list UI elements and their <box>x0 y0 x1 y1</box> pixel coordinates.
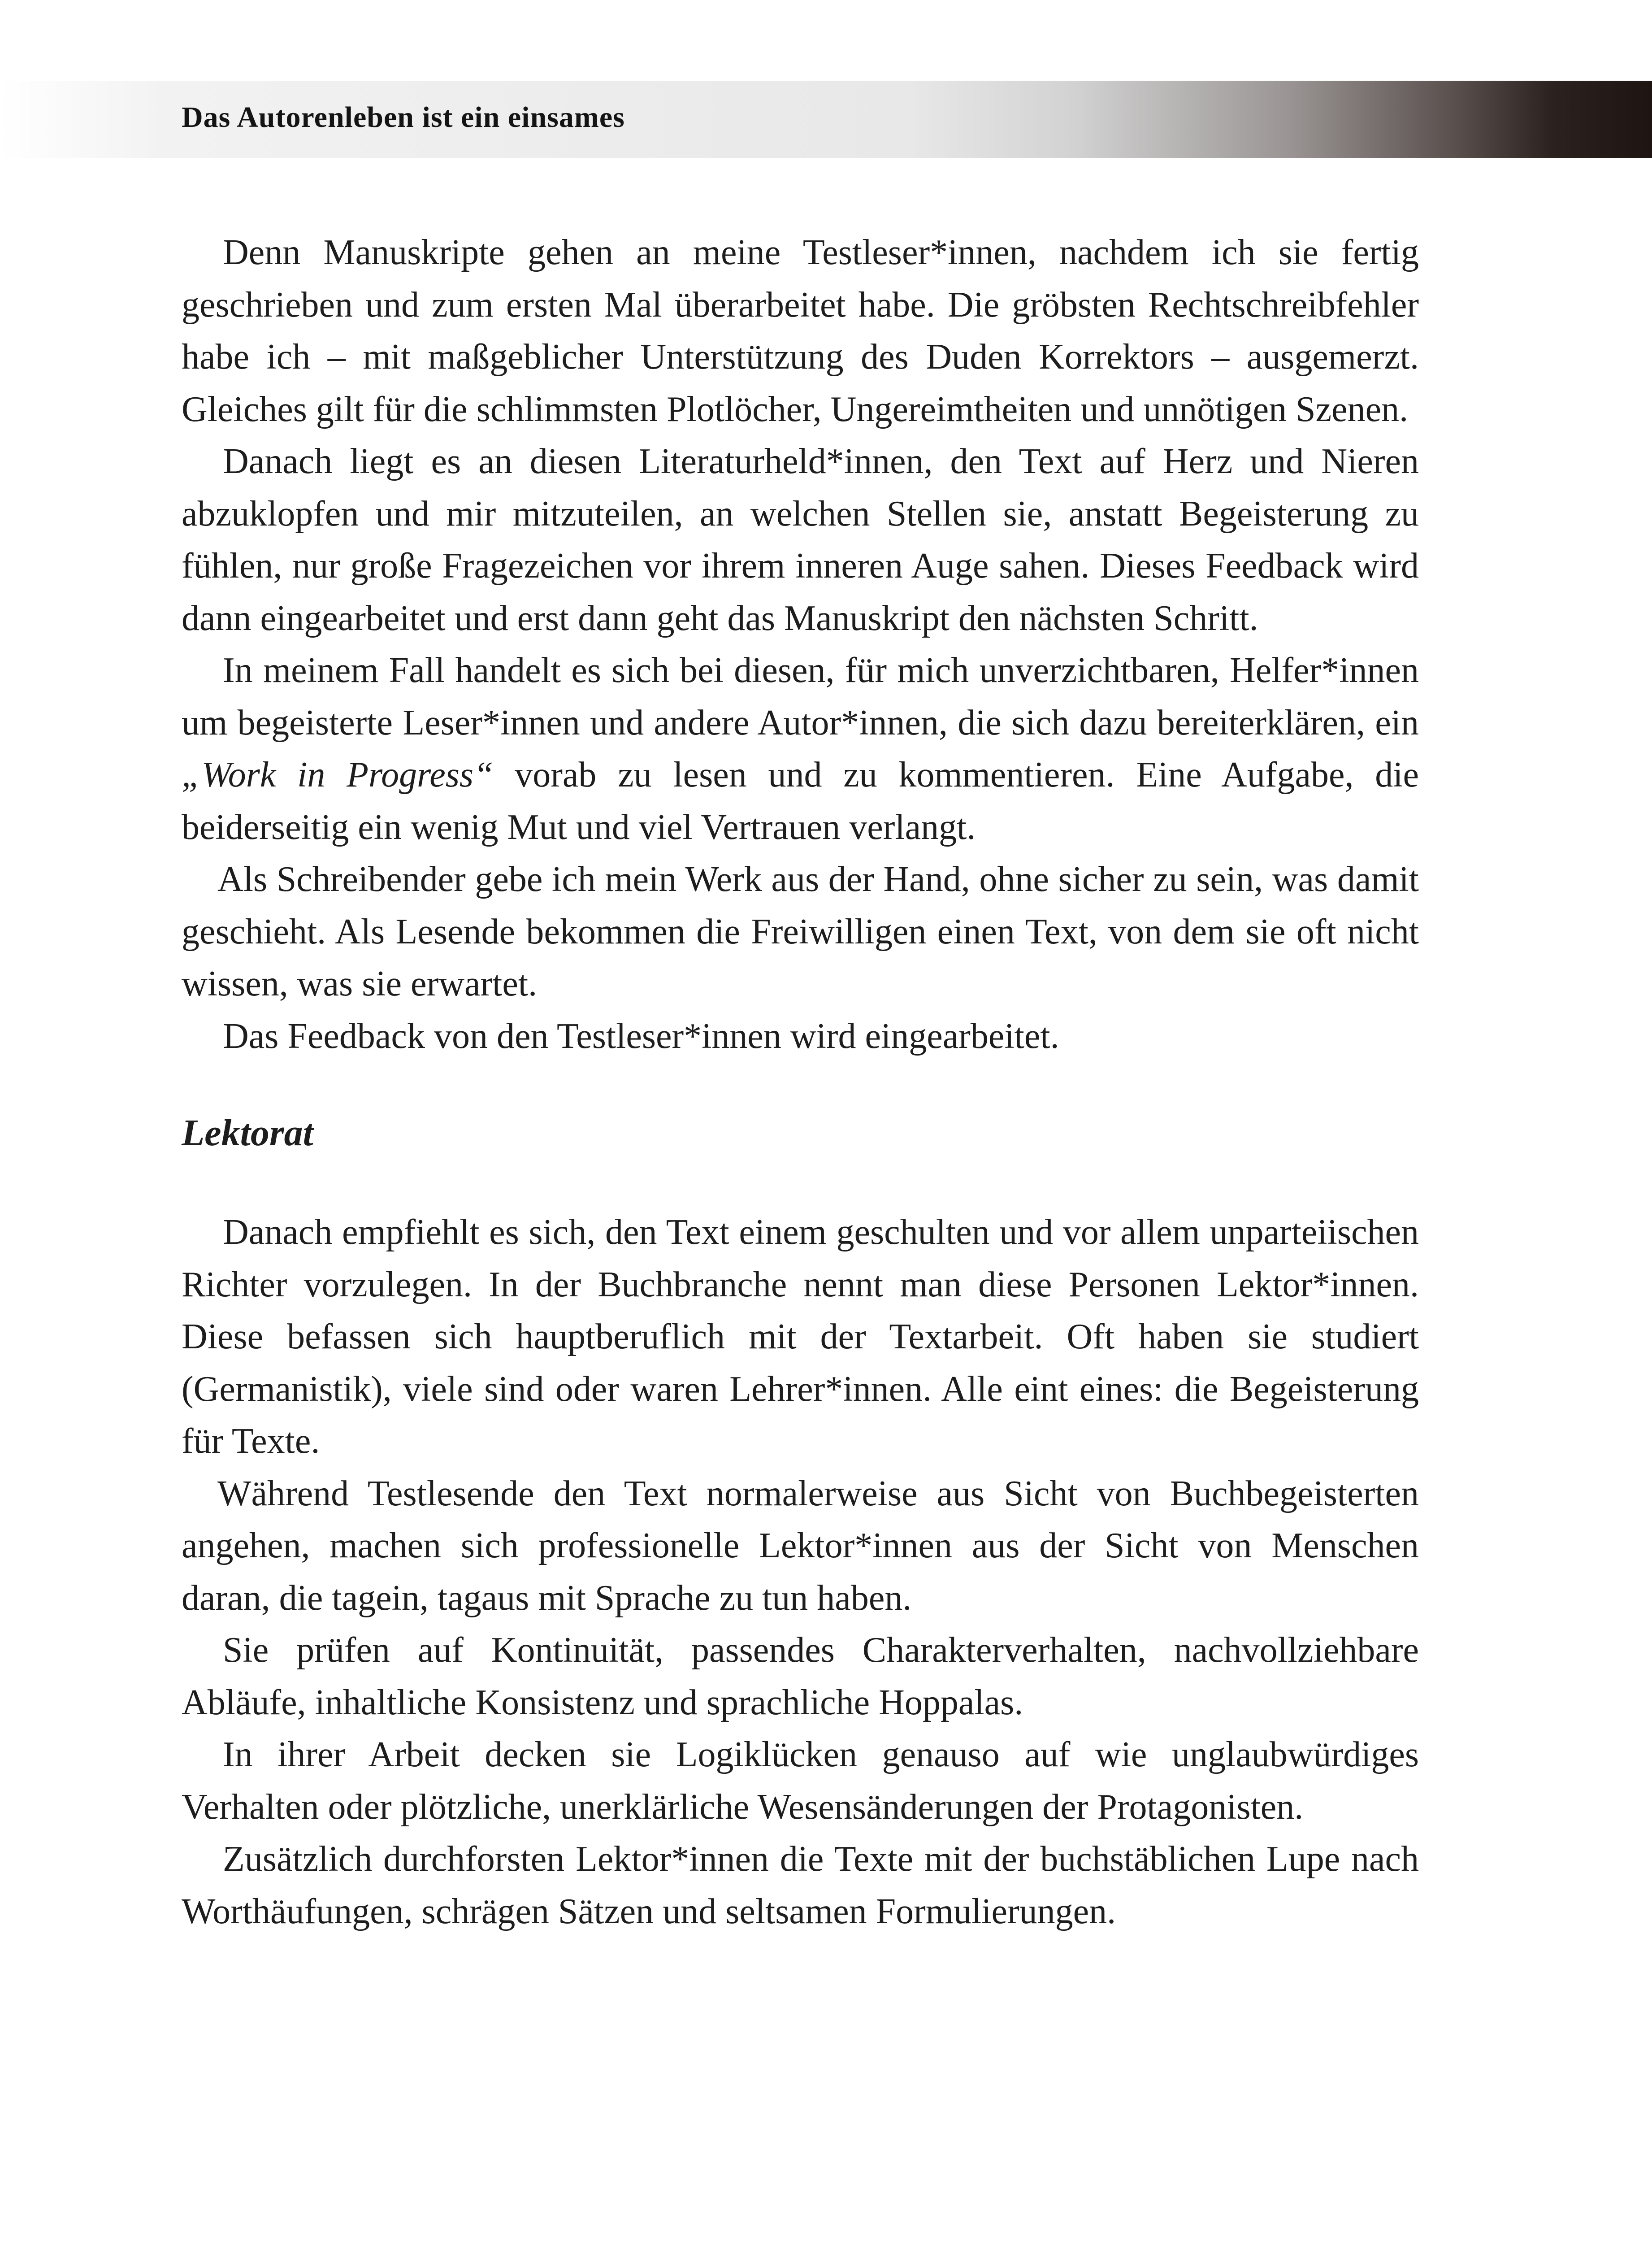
paragraph-kontinuitaet: Sie prüfen auf Kontinuität, passendes Charakterverhalten, nachvollziehbare Abläufe, inhaltliche Konsistenz und sprachliche Hoppalas. <box>182 1630 1419 1722</box>
paragraph-literaturhelden: Danach liegt es an diesen Literaturheld*innen, den Text auf Herz und Nieren abzuklopfen und mir mitzuteilen, an welchen Stellen sie, anstatt Begeisterung zu fühlen, nur große Fragezeichen vor ihrem inneren Auge sahen. Dieses Feedback wird dann eingearbeitet und erst dann geht das Manuskript den nächsten Schritt. <box>182 442 1419 638</box>
paragraph-feedback: Das Feedback von den Testleser*innen wird eingearbeitet. <box>223 1016 1059 1056</box>
running-header <box>0 81 1652 158</box>
paragraph-helferinnen <box>182 644 1419 853</box>
paragraph-lektorinnen: Danach empfiehlt es sich, den Text einem geschulten und vor allem unparteiischen Richter vorzulegen. In der Buchbranche nennt man diese Personen Lektor*innen. Diese befassen sich hauptberuflich mit der Textarbeit. Oft haben sie studiert (Germanistik), viele sind oder waren Lehrer*innen. Alle eint eines: die Begeisterung für Texte. <box>182 1212 1419 1461</box>
paragraph-testlesende: Während Testlesende den Text normalerweise aus Sicht von Buchbegeisterten angehen, machen sich professionelle Lektor*innen aus der Sicht von Menschen daran, die tagein, tagaus mit Sprache zu tun haben. <box>182 1473 1419 1618</box>
paragraph-helferinnen-start: In meinem Fall handelt es sich bei diesen, für mich unverzichtbaren, Helfer*innen um begeisterte Leser*innen und andere Autor*innen, die sich dazu bereiterklären, ein <box>182 651 1419 743</box>
paragraph-worthaeufungen: Zusätzlich durchforsten Lektor*innen die Texte mit der buchstäblichen Lupe nach Worthäufungen, schrägen Sätzen und seltsamen Formulierungen. <box>182 1839 1419 1931</box>
page-body <box>182 226 1419 1938</box>
paragraph-schreibender: Als Schreibender gebe ich mein Werk aus der Hand, ohne sicher zu sein, was damit geschieht. Als Lesende bekommen die Freiwilligen einen Text, von dem sie oft nicht wissen, was sie erwartet. <box>182 860 1419 1004</box>
running-header-title: Das Autorenleben ist ein einsames <box>182 101 625 134</box>
paragraph-logikluecken: In ihrer Arbeit decken sie Logiklücken genauso auf wie unglaubwürdiges Verhalten oder plötzliche, unerklärliche Wesensänderungen der Protagonisten. <box>182 1735 1419 1827</box>
paragraph-manuskripte: Denn Manuskripte gehen an meine Testleser*innen, nachdem ich sie fertig geschrieben und zum ersten Mal überarbeitet habe. Die gröbsten Rechtschreibfehler habe ich – mit maßgeblicher Unterstützung des Duden Korrektors – ausgemerzt. Gleiches gilt für die schlimmsten Plotlöcher, Ungereimtheiten und unnötigen Szenen. <box>182 233 1419 429</box>
section-heading-lektorat: Lektorat <box>182 1112 313 1154</box>
work-in-progress-term: „Work in Progress“ <box>182 755 494 795</box>
paragraph-helferinnen-end: vorab zu lesen und zu kommentieren. Eine Aufgabe, die beiderseitig ein wenig Mut und viel Vertrauen verlangt. <box>182 755 1419 847</box>
